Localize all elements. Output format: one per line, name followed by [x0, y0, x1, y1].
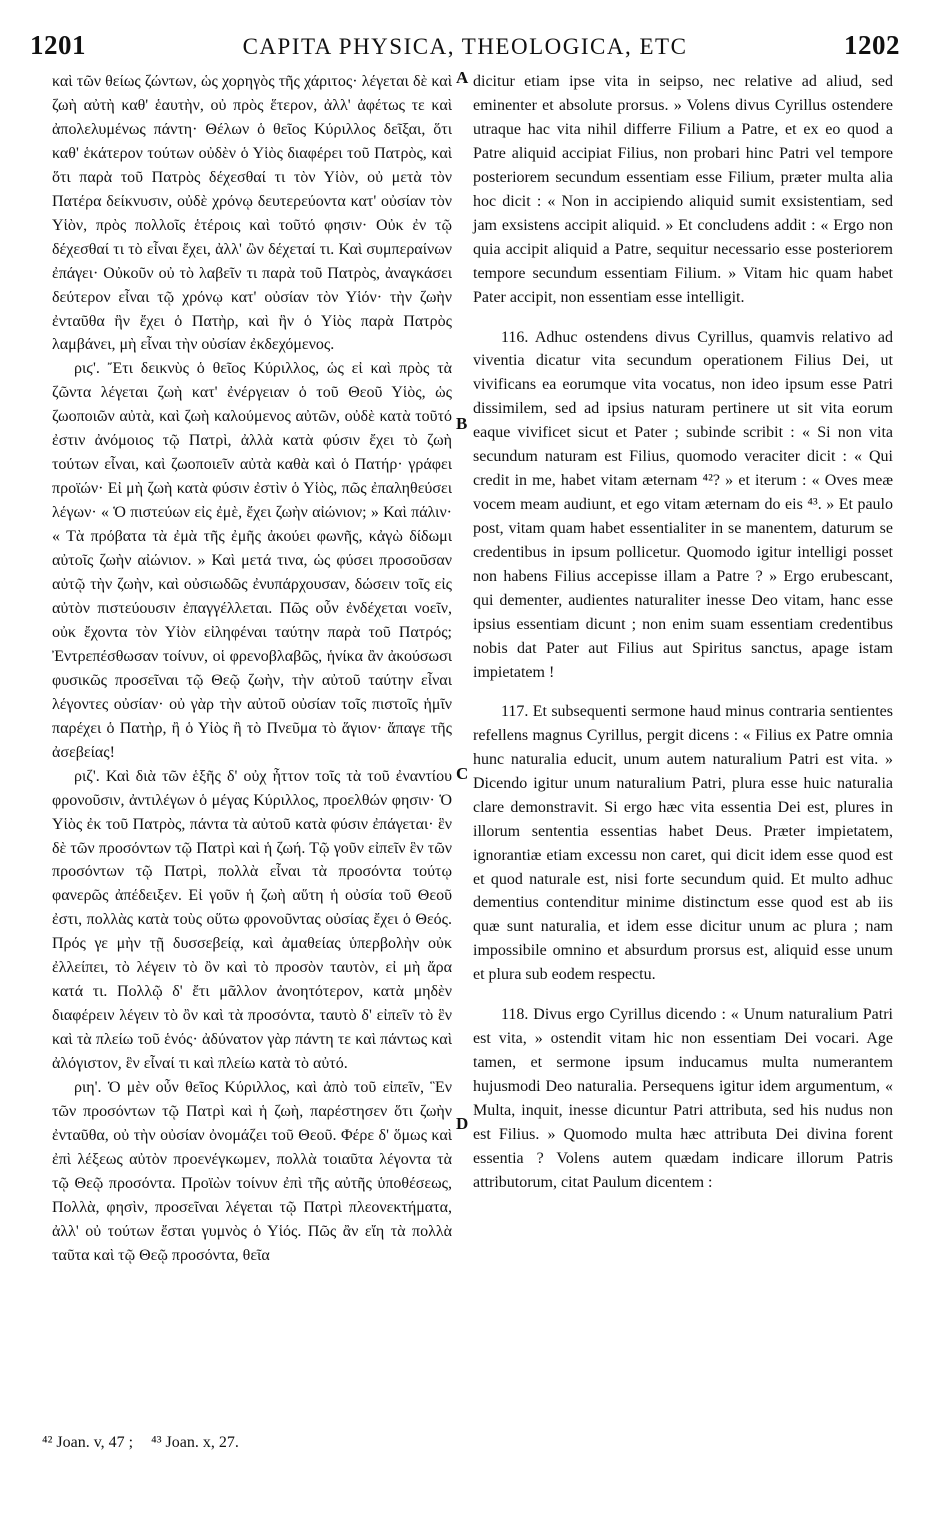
latin-paragraph-118: 118. Divus ergo Cyrillus dicendo : « Unum naturalium Patri est vita, » ostendit vitam hic non essentiam Dei vocari. Age tamen, et sermone ipsum inducamus multa numerantem hujusmodi Deo naturalia. Persequens igitur idem argumentum, « Multa, inquit, inesse dicuntur Patri attributa, sed his nudus non est Filius. » Quomodo multa hæc attributa Dei divina forent essentia ? Volens autem quædam indicare illorum Patris attributorum, citat Paulum dicentem : — [473, 1006, 893, 1191]
footnote-42: ⁴² Joan. v, 47 ; — [42, 1434, 134, 1451]
latin-paragraph-116: 116. Adhuc ostendens divus Cyrillus, quamvis relativo ad viventia dicatur vita secundum operationem Filius Dei, ut vivificans ea eorumque vita vocatus, non ideo ipsum esse Patri dissimilem, sed ad ipsius naturam pertinere ut sit vita eorum eaque vivificet sicut et Pater ; subinde scribit : « Si non vita secundum naturam est Filius, quomodo veraciter dicit : « Qui credit in me, habet vitam æternam ⁴²? » et iterum : « Oves meæ vocem meam audiunt, et ego vitam æternam do eis ⁴³. » Et paulo post, vitam quam habet essentialiter in se manentem, daturum se credentibus in ipsum pollicetur. Quomodo igitur intelligi posset non habens Filius accepisse illam a Patre ? » Ergo erubescant, qui dementer, audientes naturaliter inesse Deo vitam, hanc esse ipsius essentiam dicunt ; non enim suam essentiam credentibus nobis dat Pater aut Filius aut Spiritus sanctus, apage istam impietatem ! — [473, 328, 893, 681]
margin-letter-b: B — [456, 414, 468, 433]
latin-paragraph-115: dicitur etiam ipse vita in seipso, nec relative ad aliud, sed eminenter et absolute prorsus. » Volens divus Cyrillus ostendere utraque hac vita nihil differre Filium a Patre, et ex eo quod a Patre aliquid accipiat Filius, non probari hinc Patri vel tempore posteriorem secundum essentiam esse Filium, præter multa alia hoc dicit : « Non in accipiendo aliquid sumit exsistentiam, sed jam exsistens accipit aliquid. » Et concludens addit : « Ergo non quia accipit aliquid a Patre, sequitur necessario esse posteriorem tempore secundum essentiam Filium. » Vitam hic quam habet Pater accipit, non essentiam esse intelligit. — [473, 73, 893, 306]
margin-letter-a: A — [456, 68, 469, 87]
greek-paragraph-118: ριη'. Ὁ μὲν οὖν θεῖος Κύριλλος, καὶ ἀπὸ τοῦ εἰπεῖν, Ἓν τῶν προσόντων τῷ Πατρὶ καὶ ἡ ζωὴ, παρέστησεν ὅτι ζωὴν ἐνταῦθα, οὐ τὴν οὐσίαν ὀνομάζει τοῦ Θεοῦ. Φέρε δ' ὅμως καὶ ἐπὶ λέξεως αὐτὸν προενέγκωμεν, πολλὰ τοιαῦτα λέγοντα τὰ τῷ Θεῷ προσόντα. Προϊὼν τοίνυν ἐπὶ τῆς αὐτῆς ὑποθέσεως, Πολλὰ, φησὶν, προσεῖναι λέγεται τῷ Πατρὶ πλεονεκτήματα, ἀλλ' οὐ τούτων ἔσται γυμνὸς ὁ Υἱός. Πῶς ἂν εἴη τὰ πολλὰ ταῦτα καὶ τῷ Θεῷ προσόντα, θεῖα — [52, 1079, 452, 1264]
greek-column — [52, 70, 452, 1268]
running-head — [30, 30, 900, 66]
footnotes — [42, 1434, 442, 1452]
page-number-left: 1201 — [30, 30, 86, 60]
greek-paragraph-117: ριζ'. Καὶ διὰ τῶν ἑξῆς δ' οὐχ ἧττον τοῖς τὰ τοῦ ἐναντίου φρονοῦσιν, ἀντιλέγων ὁ μέγας Κύριλλος, προελθών φησιν· Ὁ Υἱὸς ἐκ τοῦ Πατρὸς, πάντα τὰ αὐτοῦ κατὰ φύσιν ἐπάγεται· ἓν δὲ τῶν προσόντων τῷ Πατρὶ καὶ ἡ ζωή. Τῷ γοῦν εἰπεῖν ἓν τῶν προσόντων τῷ Πατρὶ, πολλὰ εἶναι τὰ προσόντα τούτῳ φανερῶς ἀπέδειξεν. Εἰ γοῦν ἡ ζωὴ αὕτη ἡ οὐσία τοῦ Θεοῦ ἐστι, πολλὰς κατὰ τοὺς οὕτω φρονοῦντας οὐσίας ἔχει ὁ Θεός. Πρός γε μὴν τῇ δυσσεβείᾳ, καὶ ἀμαθείας ὑπερβολὴν οὐκ ἐλλείπει, τὸ λέγειν τὸ ὂν καὶ τὸ προσὸν ταυτὸν, εἰ μὴ ἄρα κατά τι. Πολλῷ δ' ἔτι μᾶλλον ἀνοητότερον, κατὰ μηδὲν διαφέρειν λέγειν τὸ ὂν καὶ τὰ προσόντα, ταυτὸ δ' εἰπεῖν τὸ ἓν καὶ τὰ πλείω τοῦ ἑνός· ἀδύνατον γὰρ πάντη τε καὶ πάντως καὶ ἀλόγιστον, ἓν εἶναί τι καὶ πλείω κατὰ τὸ αὐτό. — [52, 767, 452, 1073]
greek-paragraph-116: ριϛ'. Ἔτι δεικνὺς ὁ θεῖος Κύριλλος, ὡς εἰ καὶ πρὸς τὰ ζῶντα λέγεται ζωὴ κατ' ἐνέργειαν ὁ τοῦ Θεοῦ Υἱὸς, ὡς ζωοποιῶν αὐτὰ, καὶ ζωὴ καλούμενος αὐτῶν, οὐδὲ κατὰ τοῦτό ἐστιν ἀνόμοιος τῷ Πατρὶ, ἀλλὰ κατὰ φύσιν ἔχει τὸ ζωὴ τούτων εἶναι, καὶ ζωοποιεῖν αὐτὰ καθὰ καὶ ὁ Πατήρ· γράφει προϊών· Εἰ μὴ ζωὴ κατὰ φύσιν ἐστὶν ὁ Υἱὸς, πῶς ἐπαληθεύσει λέγων· « Ὁ πιστεύων εἰς ἐμὲ, ἔχει ζωὴν αἰώνιον; » Καὶ πάλιν· « Τὰ πρόβατα τὰ ἐμὰ τῆς ἐμῆς ἀκούει φωνῆς, κἀγὼ δίδωμι αὐτοῖς ζωὴν αἰώνιον. » Καὶ μετά τινα, ὡς φύσει προσοῦσαν αὐτῷ τὴν ζωὴν, καὶ οὐσιωδῶς ἐνυπάρχουσαν, δώσειν τοῖς εἰς αὐτὸν πιστεύουσιν ἐπαγγέλλεται. Πῶς οὖν ἐνδέχεται νοεῖν, οὐκ ἔχοντα τὸν Υἱὸν εἰληφέναι ταύτην παρὰ τοῦ Πατρός; Ἐντρεπέσθωσαν τοίνυν, οἱ φρενοβλαβῶς, ἡνίκα ἂν ἀκούσωσι φυσικῶς προσεῖναι τῷ Θεῷ ζωὴν, τὴν αὐτοῦ ταύτην εἶναι λέγοντες οὐσίαν· οὐ γὰρ τὴν αὐτοῦ οὐσίαν τοῖς πιστοῖς ἡμῖν παρέχει ὁ Πατὴρ, ἢ ὁ Υἱὸς ἢ τὸ Πνεῦμα τὸ ἅγιον· ἄπαγε τῆς ἀσεβείας! — [52, 360, 452, 761]
latin-column — [473, 70, 893, 1195]
footnote-43: ⁴³ Joan. x, 27. — [151, 1434, 239, 1451]
greek-paragraph-115: καὶ τῶν θείως ζώντων, ὡς χορηγὸς τῆς χάριτος· λέγεται δὲ καὶ ζωὴ αὐτὴ καθ' ἑαυτὴν, οὐ πρὸς ἕτερον, ἀλλ' ἀφέτως τε καὶ ἀπολελυμένως πάντη· Θέλων ὁ θεῖος Κύριλλος δεῖξαι, ὅτι καθ' ἑκάτερον τούτων οὐδὲν ὁ Υἱὸς διαφέρει τοῦ Πατρὸς, καὶ ὅτι παρὰ τοῦ Πατρὸς δέχεσθαί τι τὸν Υἱὸν, οὐ μετὰ τὸν Πατέρα δείκνυσιν, οὐδὲ χρόνῳ δευτερεύοντα κατ' οὐσίαν τὸν Υἱὸν, πρὸς πολλοῖς ἑτέροις καὶ τοῦτό φησιν· Οὐκ ἐν τῷ δέχεσθαί τι τὸ εἶναι ἔχει, ἀλλ' ὢν δέχεταί τι. Καὶ συμπεραίνων ἐπάγει· Οὐκοῦν οὐ τὸ λαβεῖν τι παρὰ τοῦ Πατρὸς, ἀναγκάσει δεύτερον εἶναι τῷ χρόνῳ κατ' οὐσίαν τὸν Υἱόν· τὴν ζωὴν ἐνταῦθα ἣν ἔχει ὁ Πατὴρ, καὶ ἣν ὁ Υἱὸς παρὰ Πατρὸς λαμβάνει, μὴ εἶναι τὴν οὐσίαν ἐκδεχόμενος. — [52, 73, 452, 354]
margin-letter-d: D — [456, 1114, 469, 1133]
margin-letter-c: C — [456, 764, 469, 783]
page-number-right: 1202 — [844, 30, 900, 60]
latin-paragraph-117: 117. Et subsequenti sermone haud minus contraria sentientes refellens magnus Cyrillus, pergit dicens : « Filius ex Patre omnia hunc naturalia educit, unum autem naturalium Patri est vita. » Dicendo igitur unum naturalium Patri, plura esse huic naturalia clare demonstravit. Si ergo hæc vita essentia Dei est, plures in illorum sententia essentias habet Deus. Præter impietatem, ignorantiæ etiam excessu non caret, qui dicit idem esse quod est et quod naturale est, nisi forte secundum quid. Et multo adhuc dementius contenditur minime distinctum esse quod est ab iis quæ sunt naturalia, et idem esse dicitur unum ac plura ; nam impossibile omnino et absurdum prorsus est, aliquid esse unum et plura sub eodem respectu. — [473, 702, 893, 984]
running-title: CAPITA PHYSICA, THEOLOGICA, ETC — [242, 34, 688, 59]
